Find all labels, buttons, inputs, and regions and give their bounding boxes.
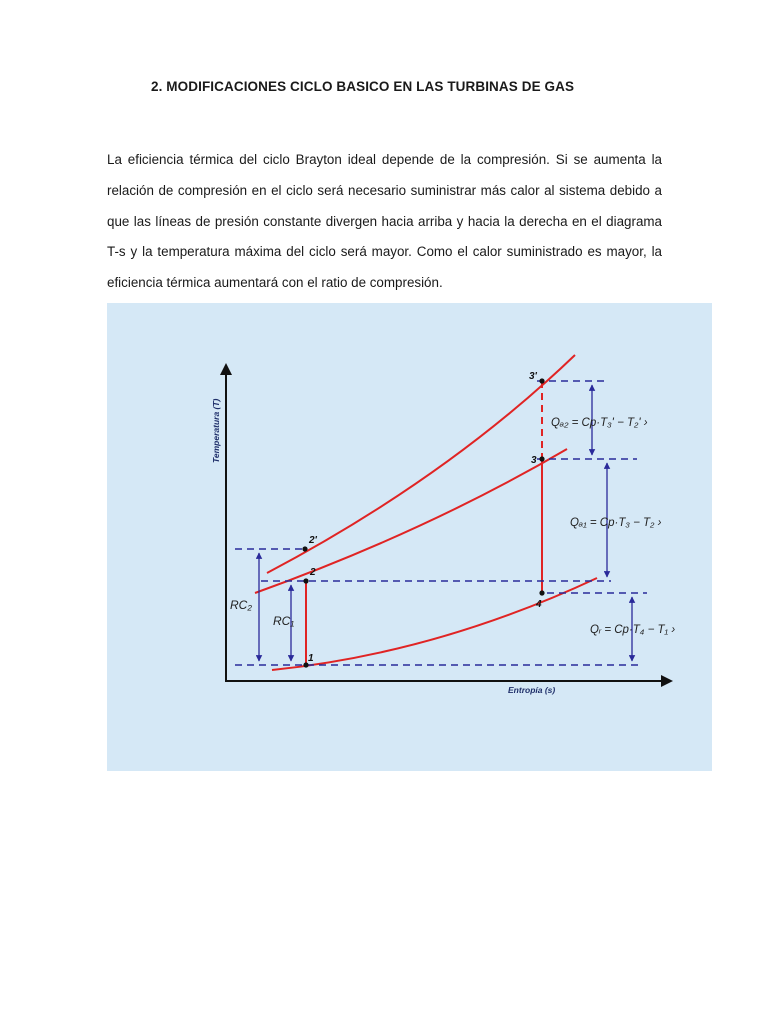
point-label-3: 3: [531, 455, 537, 466]
pressure-curve-low: [272, 578, 597, 670]
body-paragraph: La eficiencia térmica del ciclo Brayton ideal depende de la compresión. Si se aumenta la relación de compresión en el ciclo será necesario suministrar más calor al sistema debido a que las líneas de presión constante divergen hacia arriba y hacia la derecha en el diagrama T-s y la temperatura máxima del ciclo será mayor. Como el calor suministrado es mayor, la eficiencia térmica aumentará con el ratio de compresión.: [107, 152, 662, 291]
pressure-curve-mid: [255, 449, 567, 593]
y-axis-label: Temperatura (T): [211, 398, 221, 463]
point-label-4: 4: [536, 599, 542, 610]
point-label-2: 2: [310, 567, 316, 578]
point-label-3-prime: 3': [529, 371, 537, 382]
qa2-equation: Qₐ₂ = Cp·T₃' − T₂' ›: [551, 417, 648, 429]
rc1-label: RC₁: [273, 614, 295, 628]
qr-equation: Qᵣ = Cp·T₄ − T₁ ›: [590, 624, 676, 636]
point-label-2-prime: 2': [309, 535, 317, 546]
point-label-1: 1: [308, 653, 314, 664]
rc2-label: RC₂: [230, 598, 252, 612]
qa1-equation: Qₐ₁ = Cp·T₃ − T₂ ›: [570, 517, 662, 529]
ts-diagram-figure: [107, 303, 712, 771]
x-axis-label: Entropía (s): [508, 685, 556, 695]
section-heading: 2. MODIFICACIONES CICLO BASICO EN LAS TURBINAS DE GAS: [151, 79, 575, 94]
ts-diagram: [107, 303, 712, 771]
